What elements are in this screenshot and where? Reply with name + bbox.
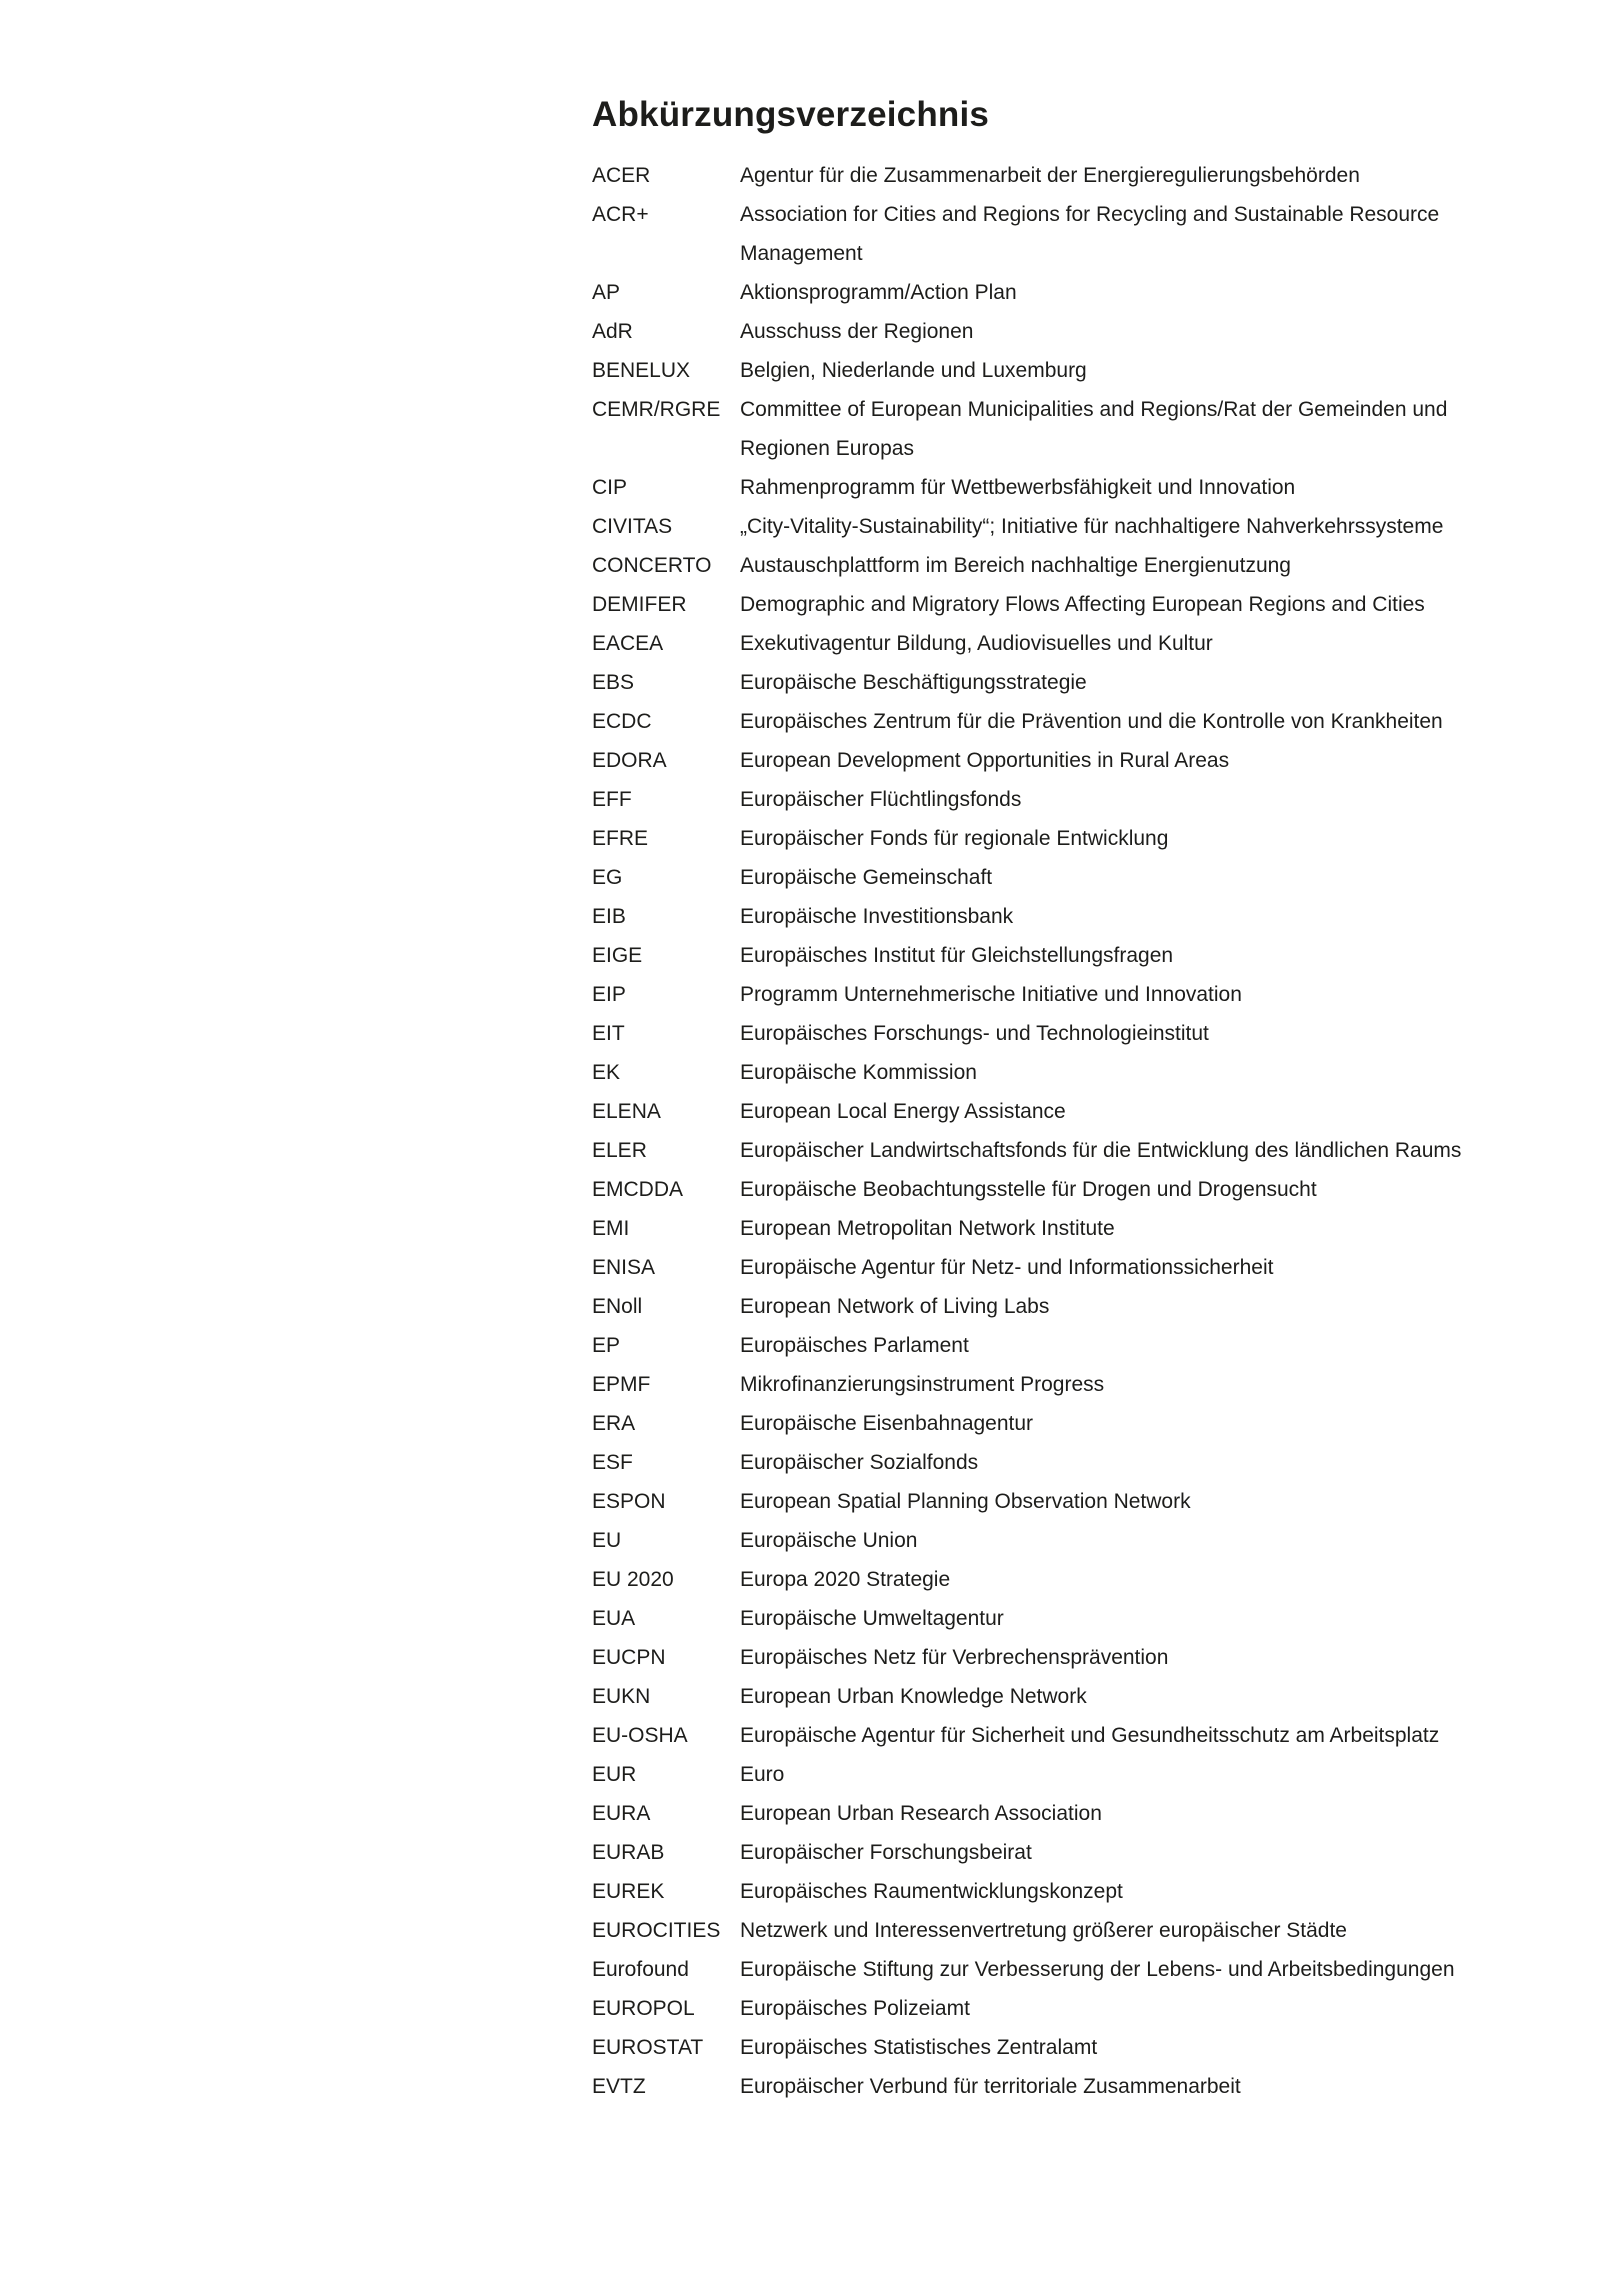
abbreviation-term: EU-OSHA (592, 1724, 688, 1747)
abbreviation-row (592, 156, 1512, 195)
abbreviation-term: EDORA (592, 749, 667, 772)
abbreviation-term: EPMF (592, 1373, 651, 1396)
abbreviation-definition: Ausschuss der Regionen (740, 320, 974, 343)
abbreviation-definition: Europäisches Parlament (740, 1334, 969, 1357)
abbreviation-term: EUCPN (592, 1646, 666, 1669)
abbreviation-term: EU (592, 1529, 622, 1552)
abbreviation-term: EUR (592, 1763, 637, 1786)
abbreviation-definition: Europäischer Flüchtlingsfonds (740, 788, 1022, 811)
abbreviation-term: DEMIFER (592, 593, 687, 616)
abbreviation-row (592, 936, 1512, 975)
abbreviation-row (592, 975, 1512, 1014)
abbreviation-row (592, 1443, 1512, 1482)
abbreviation-row (592, 546, 1512, 585)
abbreviation-term: ELENA (592, 1100, 661, 1123)
abbreviation-definition: Demographic and Migratory Flows Affecting European Regions and Cities (740, 593, 1425, 616)
abbreviation-term: EUREK (592, 1880, 665, 1903)
abbreviation-definition: Europäisches Statistisches Zentralamt (740, 2036, 1098, 2059)
abbreviation-definition: Agentur für die Zusammenarbeit der Energieregulierungsbehörden (740, 164, 1360, 187)
abbreviation-definition: Europäische Beobachtungsstelle für Drogen und Drogensucht (740, 1178, 1317, 1201)
abbreviation-definition: Association for Cities and Regions for Recycling and Sustainable Resource Management (740, 203, 1440, 265)
abbreviation-definition: Europäisches Forschungs- und Technologieinstitut (740, 1022, 1209, 1045)
abbreviation-row (592, 195, 1512, 273)
abbreviation-row (592, 780, 1512, 819)
abbreviation-row (592, 1014, 1512, 1053)
abbreviation-definition: Programm Unternehmerische Initiative und Innovation (740, 983, 1242, 1006)
abbreviation-row (592, 1170, 1512, 1209)
abbreviation-definition: Europäische Union (740, 1529, 918, 1552)
abbreviation-term: CIP (592, 476, 628, 499)
abbreviation-row (592, 897, 1512, 936)
abbreviation-row (592, 1209, 1512, 1248)
abbreviation-row (592, 351, 1512, 390)
abbreviation-definition: Austauschplattform im Bereich nachhaltige Energienutzung (740, 554, 1291, 577)
abbreviation-row (592, 1131, 1512, 1170)
abbreviation-row (592, 1716, 1512, 1755)
abbreviation-row (592, 1872, 1512, 1911)
abbreviation-row (592, 1794, 1512, 1833)
abbreviation-row (592, 1989, 1512, 2028)
abbreviation-term: ACER (592, 164, 651, 187)
abbreviation-definition: Europäisches Netz für Verbrechensprävention (740, 1646, 1169, 1669)
abbreviation-definition: Exekutivagentur Bildung, Audiovisuelles und Kultur (740, 632, 1213, 655)
abbreviation-row (592, 819, 1512, 858)
abbreviation-definition: European Local Energy Assistance (740, 1100, 1066, 1123)
abbreviation-list (592, 156, 1512, 2106)
abbreviation-definition: Netzwerk und Interessenvertretung größerer europäischer Städte (740, 1919, 1347, 1942)
abbreviation-row (592, 1638, 1512, 1677)
abbreviation-definition: Europäischer Sozialfonds (740, 1451, 979, 1474)
abbreviation-row (592, 1911, 1512, 1950)
abbreviation-row (592, 273, 1512, 312)
abbreviation-definition: Euro (740, 1763, 785, 1786)
abbreviation-term: CONCERTO (592, 554, 712, 577)
abbreviation-definition: Europäische Umweltagentur (740, 1607, 1004, 1630)
abbreviation-row (592, 468, 1512, 507)
abbreviation-definition: Mikrofinanzierungsinstrument Progress (740, 1373, 1105, 1396)
abbreviation-term: EMCDDA (592, 1178, 684, 1201)
abbreviation-term: EIP (592, 983, 626, 1006)
abbreviation-definition: Europäische Beschäftigungsstrategie (740, 671, 1087, 694)
abbreviation-definition: Europäische Eisenbahnagentur (740, 1412, 1034, 1435)
abbreviation-definition: Aktionsprogramm/Action Plan (740, 281, 1017, 304)
abbreviation-term: EU 2020 (592, 1568, 674, 1591)
abbreviation-row (592, 624, 1512, 663)
abbreviation-term: EBS (592, 671, 635, 694)
abbreviation-row (592, 1287, 1512, 1326)
abbreviation-definition: Europäische Investitionsbank (740, 905, 1014, 928)
abbreviation-row (592, 1404, 1512, 1443)
abbreviation-row (592, 1248, 1512, 1287)
abbreviation-row (592, 1482, 1512, 1521)
abbreviation-row (592, 1950, 1512, 1989)
abbreviation-term: EFRE (592, 827, 649, 850)
abbreviation-definition: Europäisches Institut für Gleichstellungsfragen (740, 944, 1174, 967)
abbreviation-definition: Europäischer Forschungsbeirat (740, 1841, 1032, 1864)
abbreviation-term: ERA (592, 1412, 636, 1435)
abbreviation-term: ENISA (592, 1256, 656, 1279)
abbreviation-term: ECDC (592, 710, 652, 733)
abbreviation-term: ESPON (592, 1490, 666, 1513)
abbreviation-definition: Europäischer Fonds für regionale Entwicklung (740, 827, 1169, 850)
abbreviation-term: EK (592, 1061, 621, 1084)
abbreviation-definition: Europa 2020 Strategie (740, 1568, 951, 1591)
abbreviation-row (592, 390, 1512, 468)
abbreviation-term: EP (592, 1334, 621, 1357)
abbreviation-term: AP (592, 281, 621, 304)
abbreviation-term: EIGE (592, 944, 643, 967)
abbreviation-term: ELER (592, 1139, 647, 1162)
abbreviation-term: EUA (592, 1607, 636, 1630)
abbreviation-term: EACEA (592, 632, 664, 655)
abbreviation-term: EUROPOL (592, 1997, 695, 2020)
abbreviation-row (592, 1833, 1512, 1872)
abbreviation-definition: European Spatial Planning Observation Network (740, 1490, 1191, 1513)
abbreviation-term: EUROSTAT (592, 2036, 704, 2059)
abbreviation-definition: Europäisches Zentrum für die Prävention und die Kontrolle von Krankheiten (740, 710, 1443, 733)
abbreviation-term: Eurofound (592, 1958, 689, 1981)
abbreviation-term: EIT (592, 1022, 625, 1045)
abbreviation-definition: European Network of Living Labs (740, 1295, 1050, 1318)
abbreviation-definition: European Metropolitan Network Institute (740, 1217, 1115, 1240)
abbreviation-term: AdR (592, 320, 633, 343)
abbreviation-row (592, 1677, 1512, 1716)
abbreviation-term: CIVITAS (592, 515, 673, 538)
abbreviation-definition: Committee of European Municipalities and Regions/Rat der Gemeinden und Regionen Europas (740, 398, 1448, 460)
abbreviation-row (592, 1326, 1512, 1365)
abbreviation-term: EUKN (592, 1685, 651, 1708)
abbreviation-row (592, 2067, 1512, 2106)
abbreviation-row (592, 1599, 1512, 1638)
abbreviation-row (592, 2028, 1512, 2067)
abbreviation-row (592, 1521, 1512, 1560)
abbreviation-definition: Rahmenprogramm für Wettbewerbsfähigkeit und Innovation (740, 476, 1296, 499)
abbreviation-term: ENoll (592, 1295, 643, 1318)
abbreviation-definition: Europäisches Raumentwicklungskonzept (740, 1880, 1123, 1903)
abbreviation-definition: Belgien, Niederlande und Luxemburg (740, 359, 1087, 382)
abbreviation-row (592, 507, 1512, 546)
abbreviation-row (592, 702, 1512, 741)
abbreviation-term: EMI (592, 1217, 630, 1240)
abbreviation-definition: Europäischer Verbund für territoriale Zusammenarbeit (740, 2075, 1241, 2098)
abbreviation-row (592, 663, 1512, 702)
abbreviation-row (592, 1560, 1512, 1599)
abbreviation-definition: Europäisches Polizeiamt (740, 1997, 970, 2020)
abbreviation-definition: Europäische Gemeinschaft (740, 866, 993, 889)
abbreviation-term: EVTZ (592, 2075, 646, 2098)
abbreviation-row (592, 585, 1512, 624)
abbreviation-row (592, 1755, 1512, 1794)
abbreviation-row (592, 1092, 1512, 1131)
abbreviation-term: EFF (592, 788, 632, 811)
abbreviation-term: BENELUX (592, 359, 691, 382)
abbreviation-term: EIB (592, 905, 626, 928)
abbreviation-definition: European Development Opportunities in Rural Areas (740, 749, 1230, 772)
abbreviation-row (592, 312, 1512, 351)
abbreviation-term: CEMR/RGRE (592, 398, 721, 421)
abbreviation-definition: „City-Vitality-Sustainability“; Initiative für nachhaltigere Nahverkehrssysteme (740, 515, 1444, 538)
abbreviation-definition: Europäische Kommission (740, 1061, 977, 1084)
abbreviation-term: EUROCITIES (592, 1919, 721, 1942)
abbreviation-term: EURA (592, 1802, 651, 1825)
abbreviation-definition: Europäische Stiftung zur Verbesserung der Lebens- und Arbeitsbedingungen (740, 1958, 1455, 1981)
abbreviation-definition: Europäische Agentur für Netz- und Informationssicherheit (740, 1256, 1274, 1279)
abbreviation-definition: European Urban Knowledge Network (740, 1685, 1087, 1708)
abbreviation-row (592, 741, 1512, 780)
abbreviation-definition: European Urban Research Association (740, 1802, 1102, 1825)
abbreviation-row (592, 1053, 1512, 1092)
abbreviation-section (592, 86, 1512, 2106)
abbreviation-row (592, 858, 1512, 897)
page-title: Abkürzungsverzeichnis (592, 95, 990, 134)
abbreviation-definition: Europäischer Landwirtschaftsfonds für die Entwicklung des ländlichen Raums (740, 1139, 1462, 1162)
abbreviation-term: EURAB (592, 1841, 665, 1864)
abbreviation-term: EG (592, 866, 623, 889)
abbreviation-definition: Europäische Agentur für Sicherheit und Gesundheitsschutz am Arbeitsplatz (740, 1724, 1440, 1747)
abbreviation-row (592, 1365, 1512, 1404)
abbreviation-term: ACR+ (592, 203, 649, 226)
abbreviation-term: ESF (592, 1451, 633, 1474)
